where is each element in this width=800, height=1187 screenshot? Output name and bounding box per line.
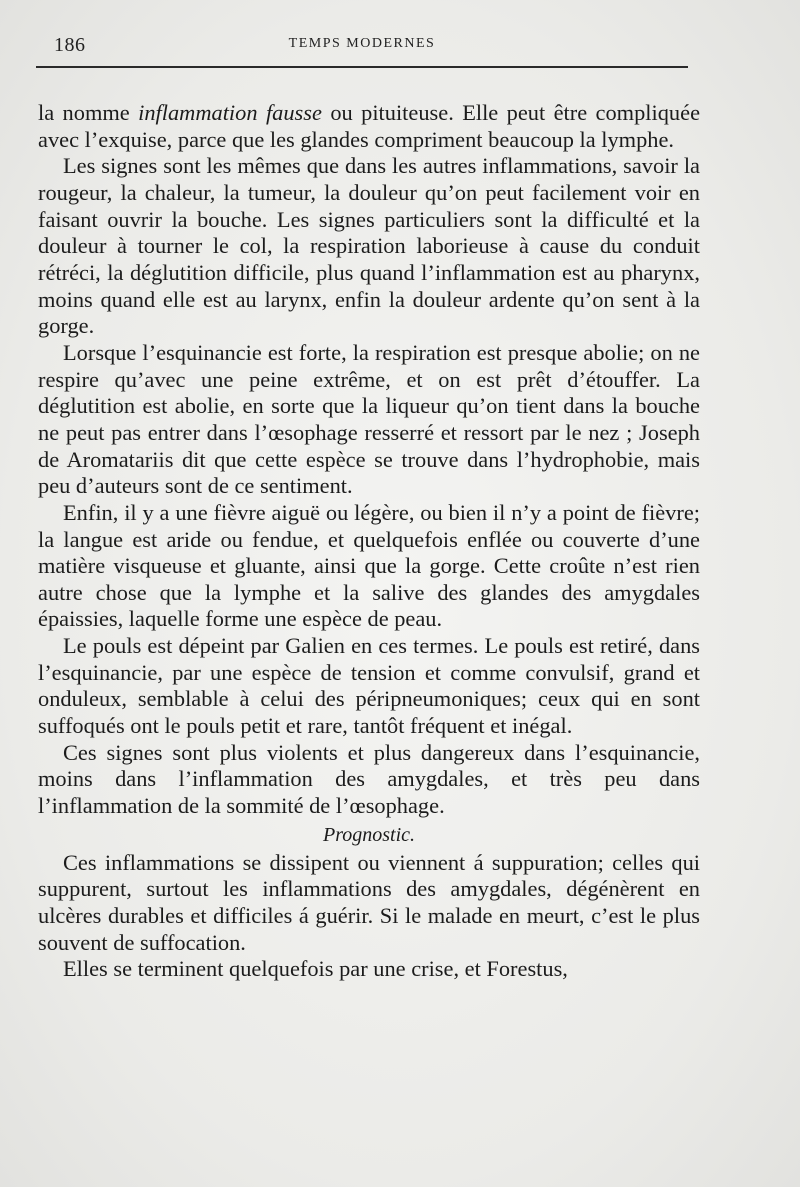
italic-term: inflammation fausse [138,100,322,125]
page-header [36,30,688,60]
paragraph: Le pouls est dépeint par Galien en ces termes. Le pouls est retiré, dans l’esquinancie, par une espèce de tension et comme convulsif, grand et onduleux, semblable à celui des péripneumoniques; ceux qui en sont suffoqués ont le pouls petit et rare, tantôt fréquent et inégal. [38,633,700,739]
section-title: Prognostic. [322,823,416,846]
text-run: la nomme [38,100,139,125]
paragraph: Lorsque l’esquinancie est forte, la respiration est presque abolie; on ne respire qu’avec une peine extrême, et on est prêt d’étouffer. La déglutition est abolie, en sorte que la liqueur qu’on tient dans la bouche ne peut pas entrer dans l’œsophage resserré et ressort par le nez ; Joseph de Aromatariis dit que cette espèce se trouve dans l’hydrophobie, mais peu d’auteurs sont de ce sentiment. [38,339,700,499]
page-number: 186 [54,34,86,56]
paragraph: Elles se terminent quelquefois par une crise, et Forestus, [63,956,568,982]
paragraph: Enfin, il y a une fièvre aiguë ou légère, ou bien il n’y a point de fièvre; la langue est aride ou fendue, et quelquefois enflée ou couverte d’une matière visqueuse et gluante, ainsi que la gorge. Cette croûte n’est rien autre chose que la lymphe et la salive des glandes des amygdales épaissies, laquelle forme une espèce de peau. [38,499,700,632]
running-head: TEMPS MODERNES [288,36,436,51]
text-run: ou pituiteuse. Elle peut être compliquée avec l’exquise, parce que les glandes compriment beaucoup la lymphe. [38,100,701,152]
paragraph: Ces signes sont plus violents et plus dangereux dans l’esquinancie, moins dans l’inflammation des amygdales, et très peu dans l’inflammation de la sommité de l’œsophage. [38,739,700,819]
paragraph: Les signes sont les mêmes que dans les autres inflammations, savoir la rougeur, la chaleur, la tumeur, la douleur qu’on peut facilement voir en faisant ouvrir la bouche. Les signes particuliers sont la difficulté et la douleur à tourner le col, la respiration laborieuse à cause du conduit rétréci, la déglutition difficile, plus quand l’inflammation est au pharynx, moins quand elle est au larynx, enfin la douleur ardente qu’on sent à la gorge. [38,153,700,339]
body-text [38,100,700,983]
paragraph: Ces inflammations se dissipent ou viennent á suppuration; celles qui suppurent, surtout les inflammations des amygdales, dégénèrent en ulcères durables et difficiles á guérir. Si le malade en meurt, c’est le plus souvent de suffocation. [38,849,700,955]
header-rule [36,66,688,68]
paragraph [38,100,700,153]
